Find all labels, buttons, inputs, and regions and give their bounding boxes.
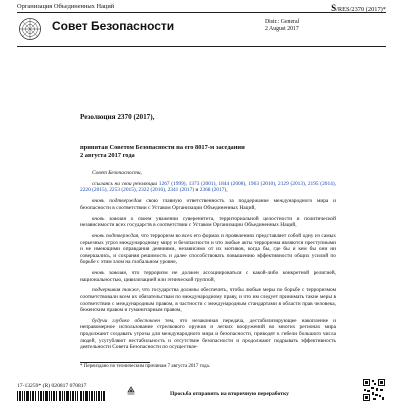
council-title: Совет Безопасности	[52, 19, 175, 33]
distribution-block	[265, 19, 299, 33]
recycle-icon	[126, 386, 136, 396]
barcode-icon	[17, 391, 105, 401]
organization-name: Организация Объединенных Наций	[17, 3, 115, 10]
recycle-note: Просьба отправить на вторичную переработку	[170, 391, 289, 397]
paragraph-no-association: вновь заявляя, что терроризм не должен ассоциироваться с какой-либо конкретной религией, национальностью, цивилизацией или этнической группой,	[80, 270, 336, 283]
resolution-links[interactable]: 1267 (1999), 1373 (2001), 1844 (2008), 1963 (2010), 2129 (2013), 2195 (2014), 2220 (2015), 2253 (2015), 2322 (2016), 2341 (2017)	[80, 180, 337, 194]
un-emblem-icon	[18, 17, 42, 41]
adoption-line	[80, 144, 310, 160]
adoption-date: 2 августа 2017 года	[80, 152, 135, 159]
paragraph-recalling: ссылаясь на свои резолюции 1267 (1999), 1373 (2001), 1844 (2008), 1963 (2010), 2129 (2013), 2195 (2014), 2220 (2015), 2253 (2015), 2322 (2016), 2341 (2017) и 2368 (2017),	[80, 180, 337, 194]
document-number: 17-13259* (R) 020817 070817	[17, 383, 87, 389]
symbol-letter: S	[331, 3, 337, 13]
issue-date: 2 August 2017	[265, 25, 299, 32]
opening-line: Совет Безопасности,	[92, 170, 142, 176]
paragraph-small-arms: будучи глубоко обеспокоен тем, что незаконная передача, дестабилизирующее накопление и неправомерное использование стрелкового оружия и легких вооружений во многих регионах мира продолжают создавать угрозы для международного мира и безопасности, приводят к гибели большого числа людей, усугубляют нестабильность и отсутствие безопасности и продолжают подрывать эффективность деятельности Совета Безопасности по осуществле-	[80, 317, 336, 351]
qr-code-icon	[362, 378, 386, 402]
paragraph-international-law: подчеркивая также, что государства должны обеспечить, чтобы любые меры по борьбе с терроризмом соответствовали всем их обязательствам по международному праву, и что им следует принимать такие меры в соответствии с международным правом, в частности с международным стандартами в области прав человека, беженским правом и гуманитарным правом,	[80, 287, 336, 314]
paragraph-reaffirming-responsibility: вновь подтверждая свою главную ответственность за поддержание международного мира и безопасности в соответствии с Уставом Организации Объединенных Наций,	[80, 198, 336, 211]
footnote: * Переиздано по техническим причинам 7 августа 2017 года.	[80, 364, 210, 369]
resolution-body	[80, 170, 336, 355]
resolution-link-last[interactable]: 2368 (2017)	[199, 187, 227, 194]
distribution-label: Distr.: General	[265, 19, 300, 25]
header-rule	[17, 46, 386, 47]
paragraph-sovereignty: вновь заявляя о своем уважении суверенитета, территориальной целостности и политической независимости всех государств в соответствии с Уставом Организации Объединенных Наций,	[80, 215, 336, 229]
paragraph-terrorism-threat: вновь подтверждая, что терроризм во всех его формах и проявлениях представляет собой одну из самых серьезных угроз международному миру и безопасности и что любые акты терроризма являются преступными и не имеющими оправдания деяниями, независимо от их мотивов, когда бы, где бы и кем бы они ни совершались, и сохраняя решимость и далее способствовать повышению эффективности общих усилий по борьбе с этим злом на глобальном уровне,	[80, 233, 336, 266]
footnote-rule	[80, 362, 150, 363]
adoption-meeting: принятая Советом Безопасности на его 8017-м заседании	[80, 144, 245, 151]
symbol-rest: /RES/2370 (2017)*	[336, 6, 386, 13]
resolution-title: Резолюция 2370 (2017),	[80, 113, 155, 121]
top-rule	[17, 12, 386, 13]
